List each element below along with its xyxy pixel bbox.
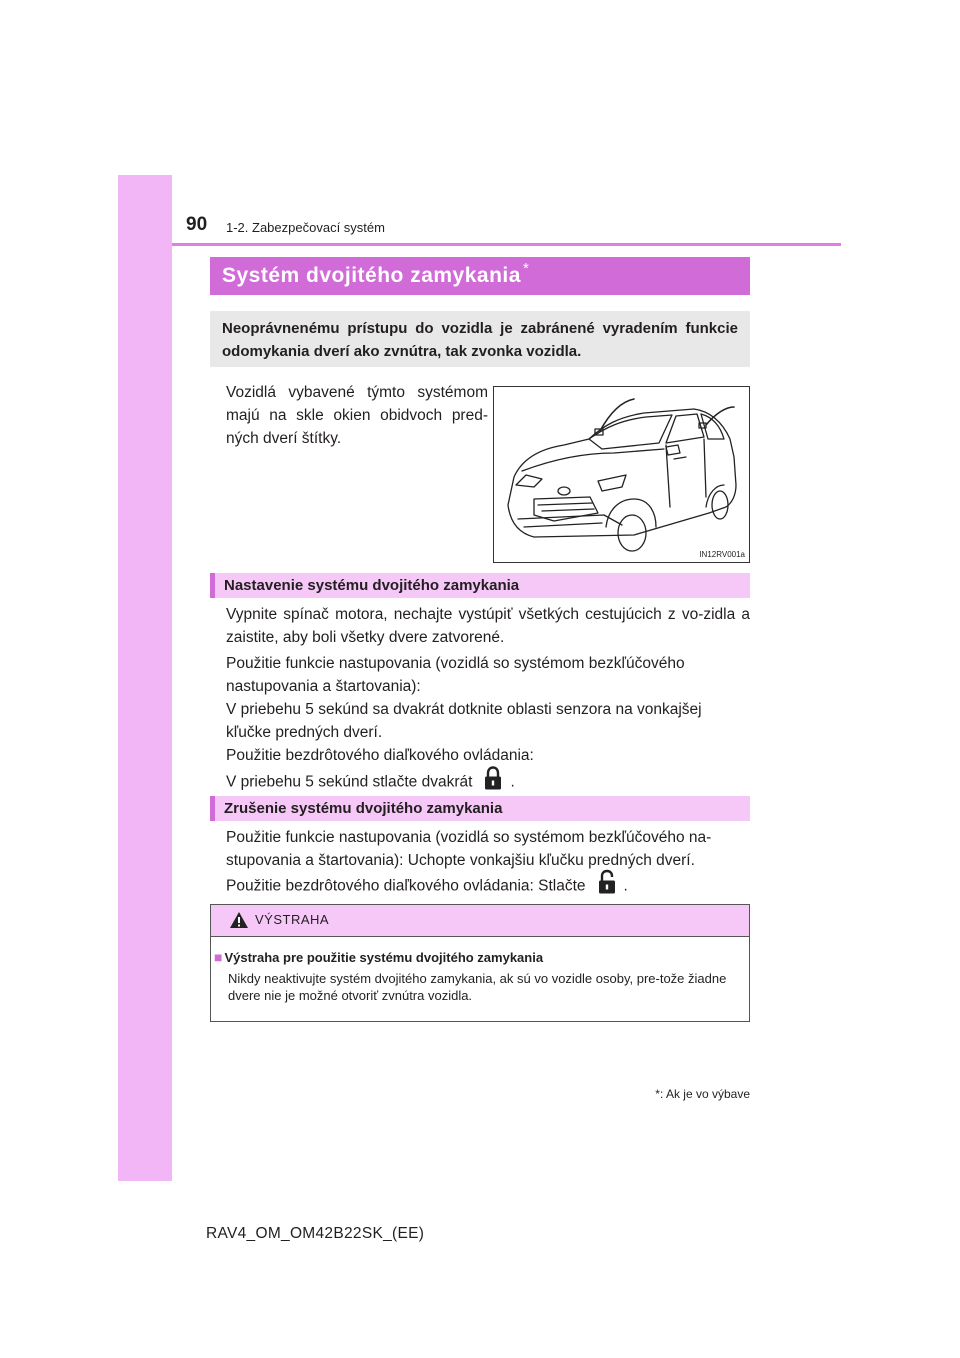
setting-line-6-period: .	[510, 773, 515, 791]
lock-icon	[482, 765, 504, 800]
cancel-line-3-text: Použitie bezdrôtového diaľkového ovládania: Stlačte	[226, 877, 586, 895]
footnote-asterisk-mark: *	[655, 1087, 660, 1101]
unlock-icon	[596, 869, 618, 904]
setting-line-4: kľučke predných dverí.	[226, 724, 383, 741]
side-strip	[118, 175, 172, 1181]
page-title	[210, 257, 750, 295]
vehicles-note: Vozidlá vybavené týmto systémom majú na skle okien obidvoch pred-ných dverí štítky.	[226, 384, 488, 447]
setting-line-6	[226, 765, 515, 791]
intro-box: Neoprávnenému prístupu do vozidla je zabránené vyradením funkcie odomykania dverí ako zvnútra, tak zvonka vozidla.	[210, 311, 750, 367]
setting-line-6-text: V priebehu 5 sekúnd stlačte dvakrát	[226, 773, 473, 791]
cancel-line-1: Použitie funkcie nastupovania (vozidlá so systémom bezkľúčového na-	[226, 829, 712, 846]
vehicle-figure	[493, 386, 750, 563]
warning-box	[210, 904, 750, 1022]
setting-heading: Nastavenie systému dvojitého zamykania	[210, 573, 750, 598]
warning-header	[211, 905, 749, 937]
cancel-line-3-period: .	[623, 877, 628, 895]
vehicle-illustration	[494, 387, 749, 562]
cancel-line-2: stupovania a štartovania): Uchopte vonkajšiu kľučku predných dverí.	[226, 852, 695, 869]
footer-code: RAV4_OM_OM42B22SK_(EE)	[206, 1225, 425, 1242]
figure-code: IN12RV001a	[699, 550, 745, 559]
setting-line-2: nastupovania a štartovania):	[226, 678, 421, 695]
cancel-heading: Zrušenie systému dvojitého zamykania	[210, 796, 750, 821]
setting-line-1: Použitie funkcie nastupovania (vozidlá so systémom bezkľúčového	[226, 655, 685, 672]
warning-label: VÝSTRAHA	[255, 912, 330, 927]
header-rule	[172, 243, 841, 246]
setting-line-3: V priebehu 5 sekúnd sa dvakrát dotknite oblasti senzora na vonkajšej	[226, 701, 702, 718]
title-asterisk-mark: *	[522, 260, 530, 277]
warning-item-text: Nikdy neaktivujte systém dvojitého zamykania, ak sú vo vozidle osoby, pre-tože žiadne dvere nie je možné otvoriť zvnútra vozidla.	[228, 971, 727, 1003]
warning-item-title	[214, 949, 543, 965]
section-title: 1-2. Zabezpečovací systém	[226, 220, 385, 235]
warning-item-title-text: Výstraha pre použitie systému dvojitého zamykania	[224, 950, 544, 965]
setting-line-5: Použitie bezdrôtového diaľkového ovládania:	[226, 747, 534, 764]
page-number: 90	[186, 214, 208, 235]
warning-triangle-icon	[229, 911, 249, 934]
footnote-text: : Ak je vo výbave	[659, 1087, 750, 1101]
page-title-text: Systém dvojitého zamykania	[222, 264, 521, 287]
bullet-square-icon: ■	[214, 949, 223, 965]
footnote	[655, 1087, 750, 1101]
cancel-line-3	[226, 869, 628, 895]
setting-paragraph-1: Vypnite spínač motora, nechajte vystúpiť všetkých cestujúcich z vo-zidla a zaistite, aby boli všetky dvere zatvorené.	[226, 606, 750, 646]
